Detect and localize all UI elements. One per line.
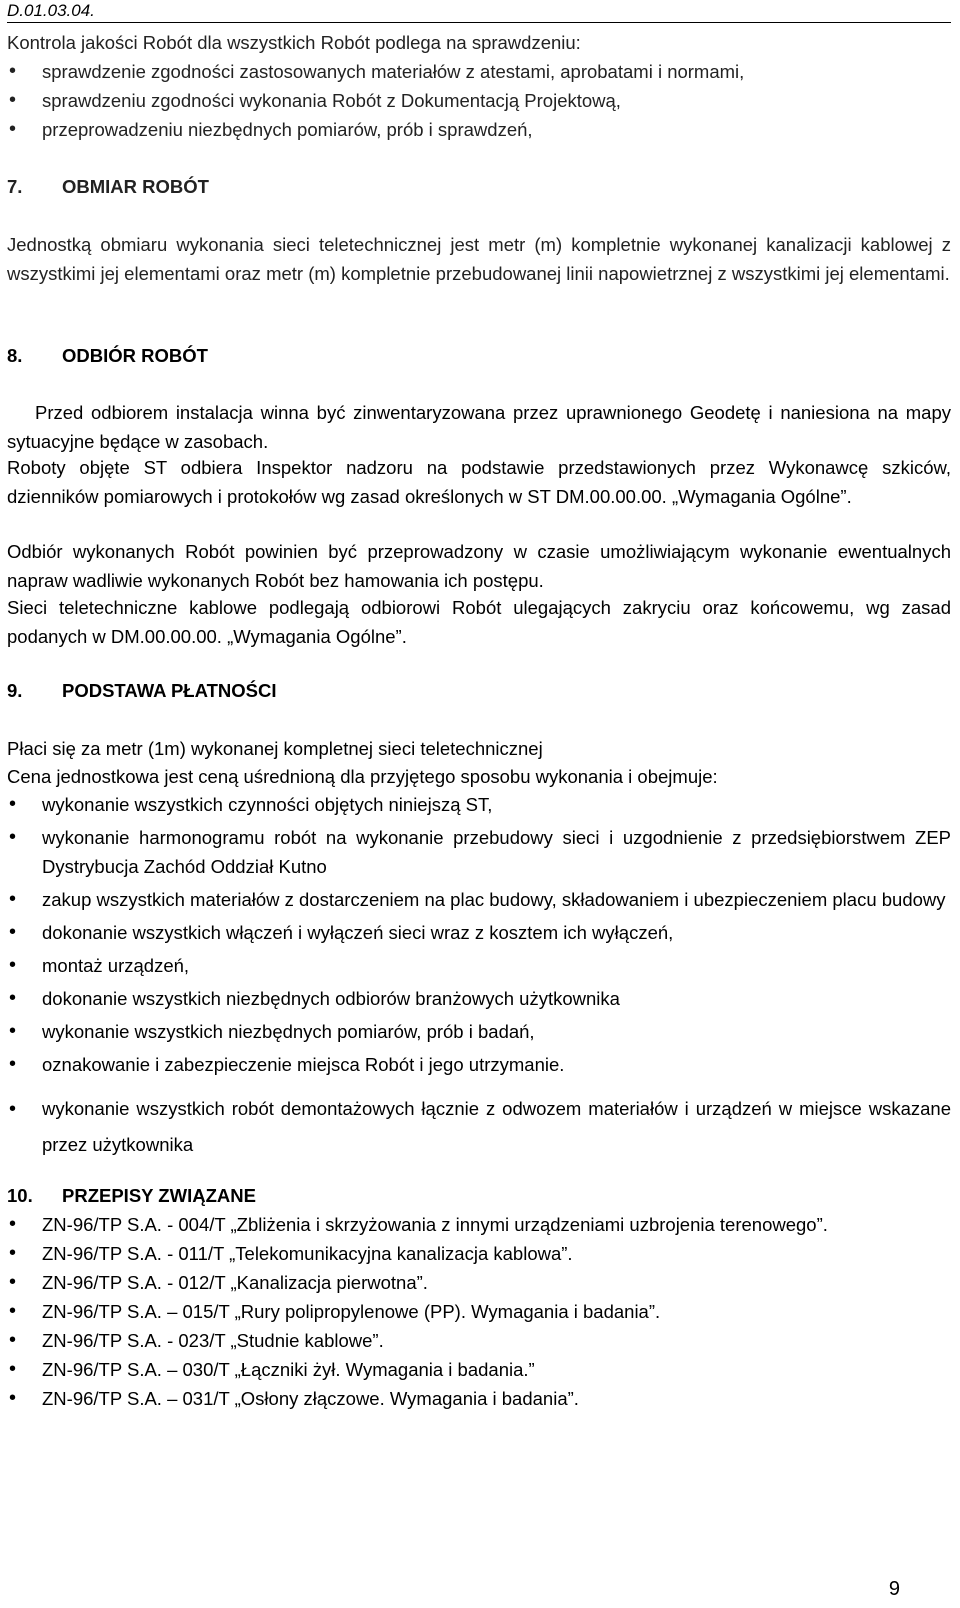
section-8 — [7, 341, 951, 370]
header-divider — [7, 22, 951, 23]
intro-bullet: • sprawdzenie zgodności zastosowanych materiałów z atestami, aprobatami i normami, — [7, 57, 951, 86]
section-8-paragraph-3: Odbiór wykonanych Robót powinien być przeprowadzony w czasie umożliwiającym wykonanie ewentualnych napraw wadliwie wykonanych Robót bez hamowania ich postępu. — [7, 541, 951, 591]
payment-item: • dokonanie wszystkich włączeń i wyłączeń sieci wraz z kosztem ich wyłączeń, — [7, 918, 951, 947]
payment-item: • dokonanie wszystkich niezbędnych odbiorów branżowych użytkownika — [7, 984, 951, 1013]
section-heading — [7, 676, 951, 705]
standard-item: • ZN-96/TP S.A. – 015/T „Rury polipropylenowe (PP). Wymagania i badania”. — [7, 1297, 951, 1326]
section-7 — [7, 172, 951, 201]
section-number: 8. — [7, 345, 23, 366]
standard-item: • ZN-96/TP S.A. – 030/T „Łączniki żył. Wymagania i badania.” — [7, 1355, 951, 1384]
payment-item: • wykonanie harmonogramu robót na wykonanie przebudowy sieci i uzgodnienie z przedsiębiorstwem ZEP Dystrybucja Zachód Oddział Kutno — [7, 823, 951, 881]
section-title: PRZEPISY ZWIĄZANE — [62, 1185, 256, 1206]
section-title: OBMIAR ROBÓT — [62, 176, 209, 197]
intro-section — [7, 28, 951, 144]
intro-bullet: • przeprowadzeniu niezbędnych pomiarów, prób i sprawdzeń, — [7, 115, 951, 144]
payment-item: • wykonanie wszystkich czynności objętych niniejszą ST, — [7, 790, 951, 819]
section-number: 7. — [7, 176, 23, 197]
payment-item: • wykonanie wszystkich robót demontażowych łącznie z odwozem materiałów i urządzeń w miejsce wskazane przez użytkownika — [7, 1091, 951, 1163]
payment-list — [7, 790, 951, 1163]
standard-item: • ZN-96/TP S.A. – 031/T „Osłony złączowe. Wymagania i badania”. — [7, 1384, 951, 1413]
section-10 — [7, 1181, 951, 1210]
standard-item: • ZN-96/TP S.A. - 012/T „Kanalizacja pierwotna”. — [7, 1268, 951, 1297]
section-7-paragraph: Jednostką obmiaru wykonania sieci teletechnicznej jest metr (m) kompletnie wykonanej kanalizacji kablowej z wszystkimi jej elementami oraz metr (m) kompletnie przebudowanej linii napowietrznej z wszystkimi jej elementami. — [7, 234, 951, 284]
standard-item: • ZN-96/TP S.A. - 023/T „Studnie kablowe”. — [7, 1326, 951, 1355]
payment-item: • zakup wszystkich materiałów z dostarczeniem na plac budowy, składowaniem i ubezpieczeniem placu budowy — [7, 885, 951, 914]
section-heading — [7, 1181, 951, 1210]
section-title: PODSTAWA PŁATNOŚCI — [62, 680, 277, 701]
payment-item: • montaż urządzeń, — [7, 951, 951, 980]
section-number: 10. — [7, 1185, 33, 1206]
section-8-paragraph-2: Roboty objęte ST odbiera Inspektor nadzoru na podstawie przedstawionych przez Wykonawcę szkiców, dzienników pomiarowych i protokołów wg zasad określonych w ST DM.00.00.00. „Wymagania Ogólne”. — [7, 457, 951, 507]
payment-item: • oznakowanie i zabezpieczenie miejsca Robót i jego utrzymanie. — [7, 1050, 951, 1079]
section-heading — [7, 341, 951, 370]
standards-list — [7, 1210, 951, 1413]
section-number: 9. — [7, 680, 23, 701]
page-number: 9 — [888, 1578, 900, 1600]
intro-lead: Kontrola jakości Robót dla wszystkich Robót podlega na sprawdzeniu: — [7, 32, 581, 53]
section-8-paragraph-4: Sieci teletechniczne kablowe podlegają odbiorowi Robót ulegających zakryciu oraz końcowemu, wg zasad podanych w DM.00.00.00. „Wymagania Ogólne”. — [7, 597, 951, 647]
section-heading — [7, 172, 951, 201]
section-title: ODBIÓR ROBÓT — [62, 345, 208, 366]
payment-item: • wykonanie wszystkich niezbędnych pomiarów, prób i badań, — [7, 1017, 951, 1046]
section-9 — [7, 676, 951, 705]
standard-item: • ZN-96/TP S.A. - 004/T „Zbliżenia i skrzyżowania z innymi urządzeniami uzbrojenia terenowego”. — [7, 1210, 951, 1239]
intro-bullet: • sprawdzeniu zgodności wykonania Robót z Dokumentacją Projektową, — [7, 86, 951, 115]
section-9-paragraph-1: Płaci się za metr (1m) wykonanej kompletnej sieci teletechnicznej — [7, 738, 543, 759]
section-8-paragraph-1: Przed odbiorem instalacja winna być zinwentaryzowana przez uprawnionego Geodetę i naniesiona na mapy sytuacyjne będące w zasobach. — [7, 402, 951, 452]
standard-item: • ZN-96/TP S.A. - 011/T „Telekomunikacyjna kanalizacja kablowa”. — [7, 1239, 951, 1268]
section-9-paragraph-2: Cena jednostkowa jest ceną uśrednioną dla przyjętego sposobu wykonania i obejmuje: — [7, 766, 718, 787]
document-code: D.01.03.04. — [7, 1, 95, 20]
